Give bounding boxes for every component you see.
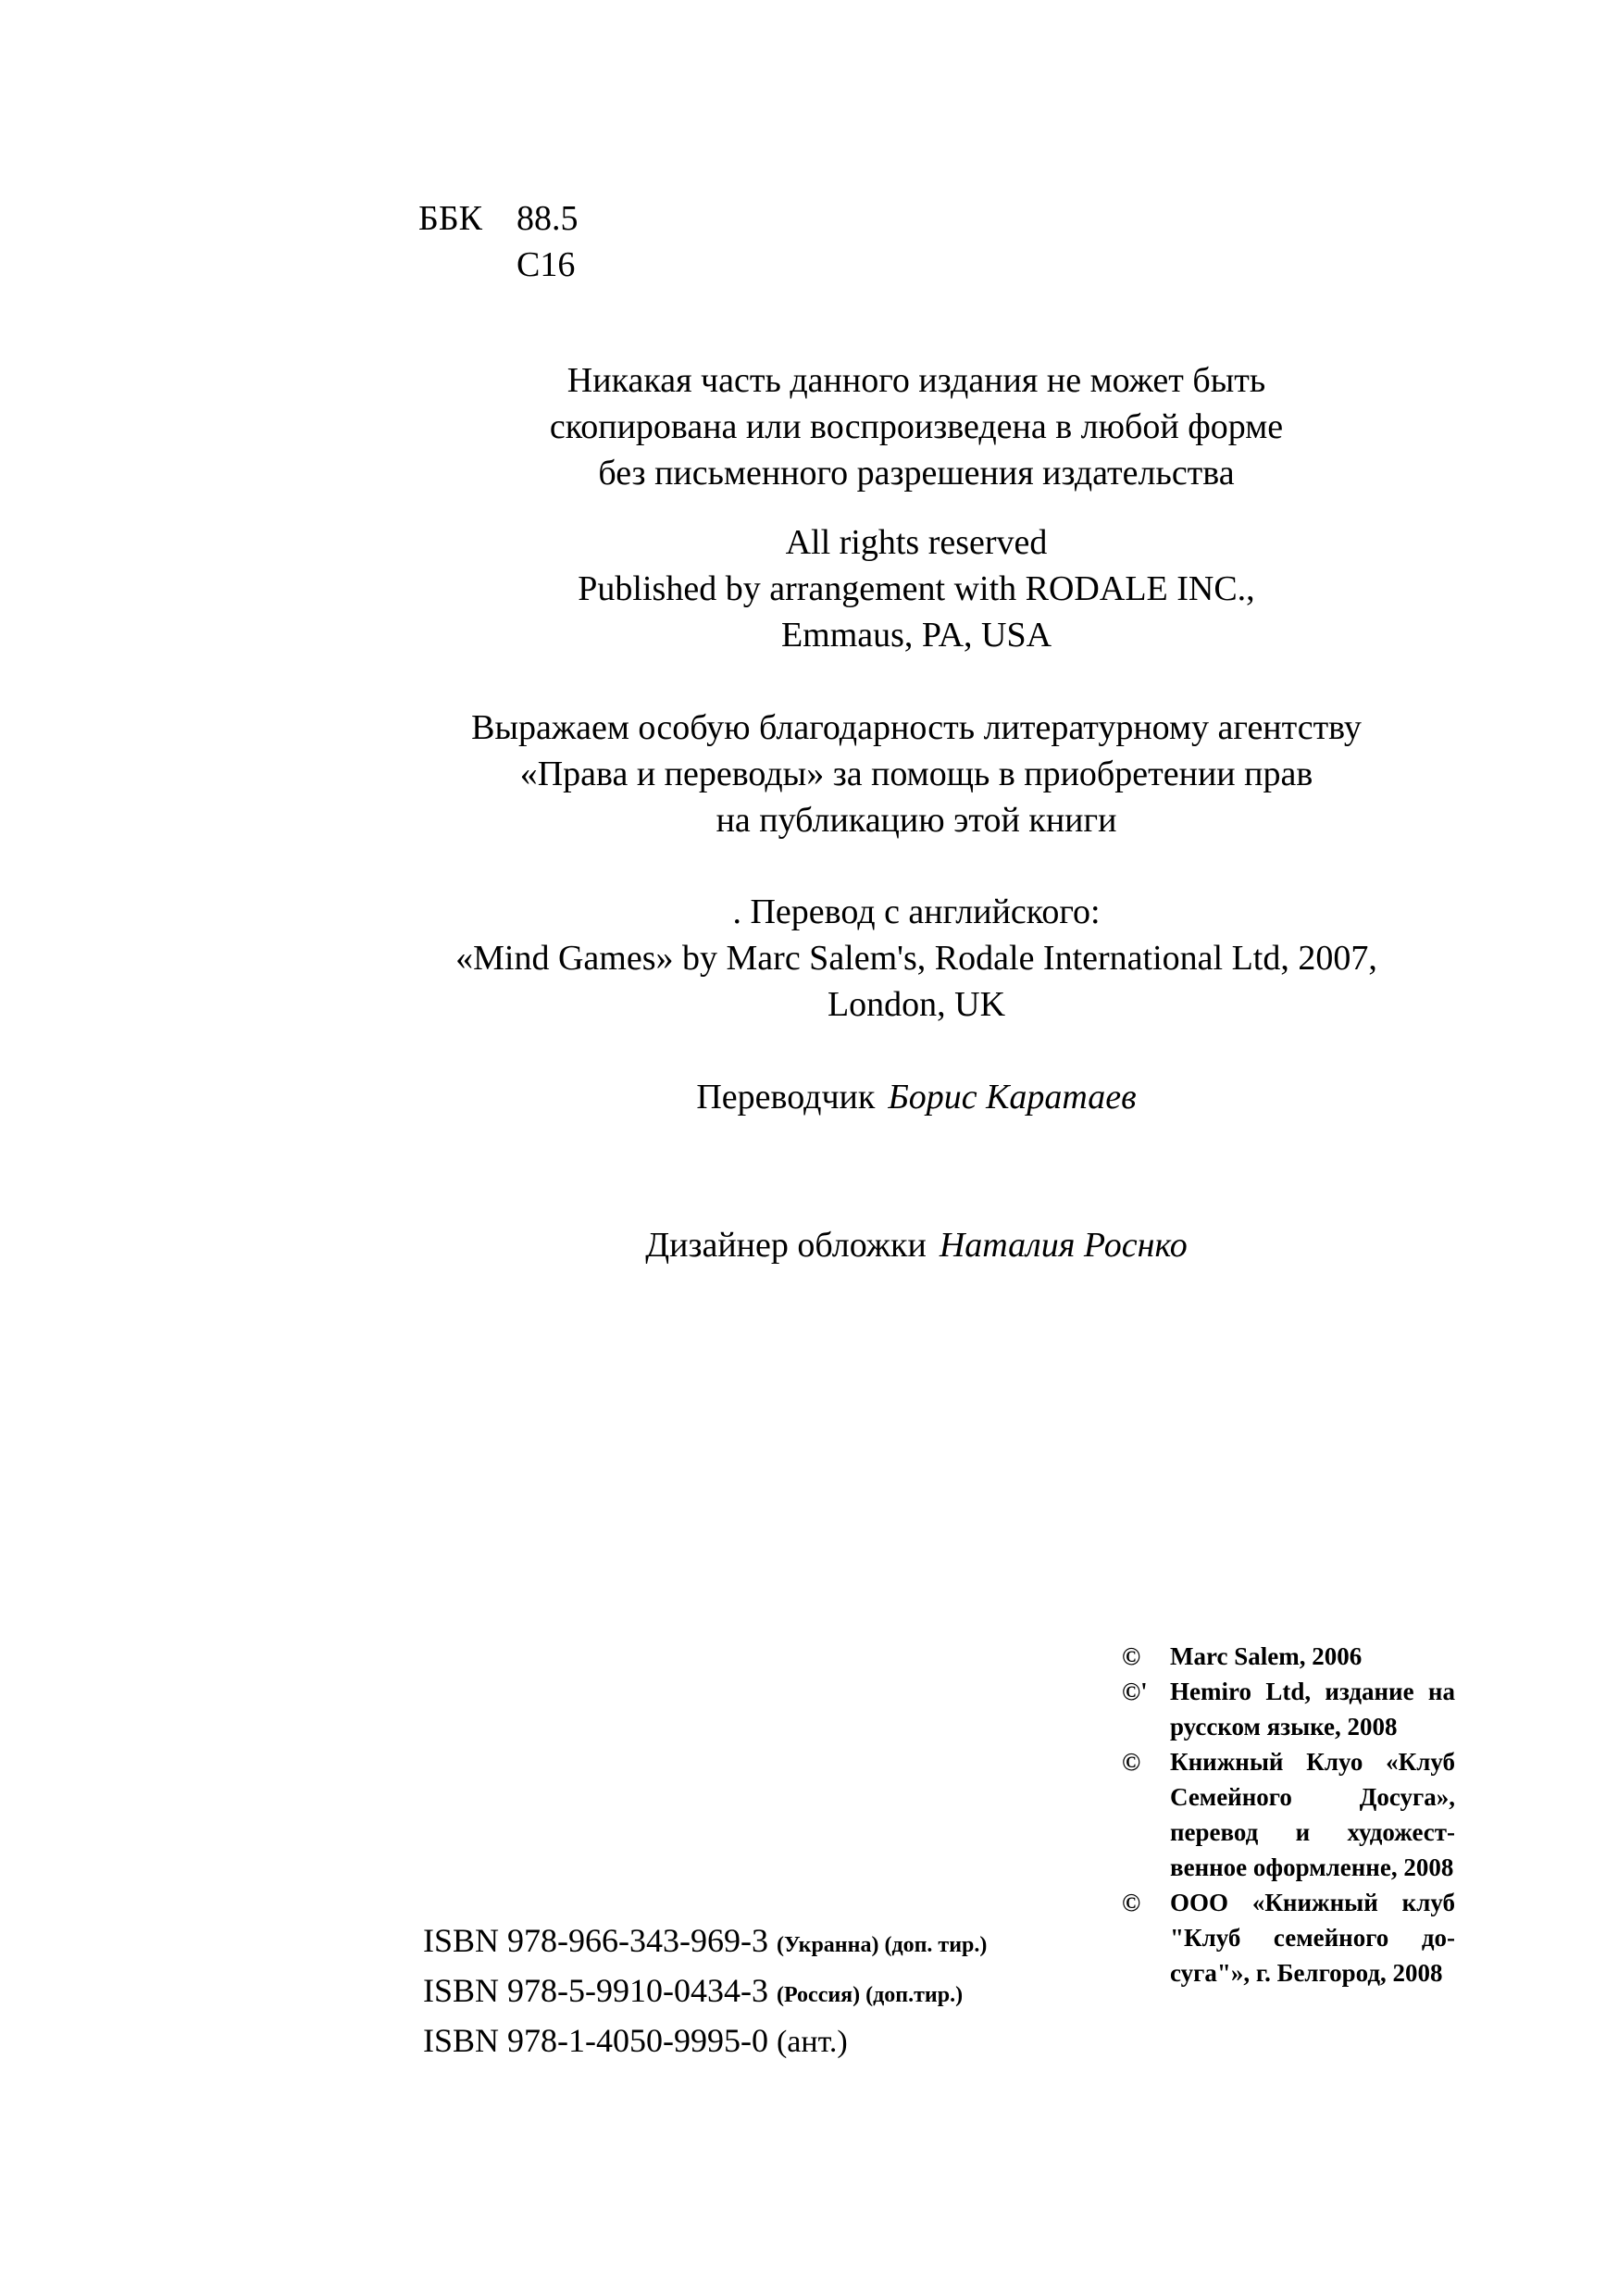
designer-credit [278, 1222, 1555, 1268]
isbn-number: ISBN 978-5-9910-0434-3 [423, 1972, 768, 2009]
copyright-item [1122, 1885, 1455, 1990]
isbn-number: ISBN 978-966-343-969-3 [423, 1922, 768, 1959]
copyright-text: Книжный Клуо «Клуб Семейного Досуга», перевод и художест-венное оформленне, 2008 [1170, 1748, 1455, 1881]
notice-line: Никакая часть данного издания не может быть [566, 361, 1266, 400]
copyright-symbol: © [1122, 1642, 1141, 1670]
bbk-line [418, 196, 579, 241]
author-mark-line [418, 243, 575, 287]
rights-line: Published by arrangement with RODALE INC., [578, 569, 1255, 608]
notice-line: без письменного разрешения издательства [598, 454, 1235, 493]
copyright-item [1122, 1744, 1455, 1885]
copyright-list [1122, 1639, 1455, 1990]
rights-line: Emmaus, PA, USA [780, 616, 1052, 655]
isbn-line [423, 1918, 987, 1967]
designer-name: Наталия Роснко [939, 1226, 1188, 1265]
translator-role: Переводчик [696, 1078, 876, 1117]
copyright-symbol: © [1122, 1748, 1141, 1776]
copyright-item [1122, 1674, 1455, 1744]
translation-line: London, UK [827, 985, 1006, 1024]
copyright-notice [278, 357, 1555, 496]
isbn-note: (ант.) [776, 2025, 848, 2059]
isbn-note: (Укранна) (доп. тир.) [776, 1933, 988, 1957]
copyright-item [1122, 1639, 1455, 1674]
translator-credit [278, 1074, 1555, 1120]
designer-role: Дизайнер обложки [645, 1226, 927, 1265]
translator-name: Борис Каратаев [888, 1078, 1137, 1117]
acknowledgement-line: Выражаем особую благодарность литературному агентству [471, 708, 1362, 747]
copyright-text: Hemiro Ltd, издание на русском языке, 2008 [1170, 1678, 1455, 1741]
translation-line: . Перевод с английского: [732, 892, 1101, 931]
notice-line: скопирована или воспроизведена в любой форме [549, 407, 1284, 446]
translation-line: «Mind Games» by Marc Salem's, Rodale International Ltd, 2007, [455, 939, 1377, 978]
acknowledgement-line: на публикацию этой книги [716, 801, 1117, 840]
rights-line: All rights reserved [785, 523, 1048, 562]
copyright-symbol: ©' [1122, 1678, 1148, 1705]
acknowledgement-line: «Права и переводы» за помощь в приобретении прав [519, 755, 1313, 793]
isbn-number: ISBN 978-1-4050-9995-0 [423, 2022, 768, 2059]
isbn-note: (Россия) (доп.тир.) [776, 1983, 964, 2007]
copyright-text: Marc Salem, 2006 [1170, 1642, 1363, 1670]
bbk-label: ББК [418, 199, 482, 238]
isbn-line [423, 1968, 963, 2017]
copyright-text: ООО «Книжный клуб "Клуб семейного до-суга"», г. Белгород, 2008 [1170, 1889, 1455, 1987]
rights-block [278, 519, 1555, 658]
acknowledgement-block [278, 705, 1555, 843]
translation-source-block [278, 889, 1555, 1028]
isbn-line [423, 2018, 848, 2065]
copyright-symbol: © [1122, 1889, 1141, 1916]
author-mark: С16 [517, 245, 576, 284]
bbk-code: 88.5 [517, 199, 579, 238]
